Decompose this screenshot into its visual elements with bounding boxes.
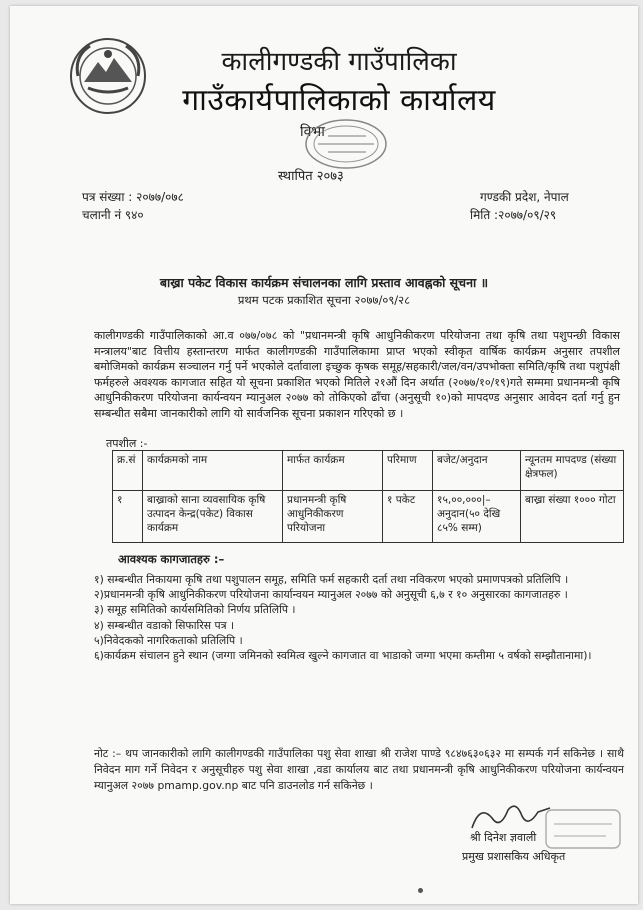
letter-number: पत्र संख्या : २०७७/०७८ [82, 190, 184, 204]
contact-note: नोट :– थप जानकारीको लागि कालीगण्डकी गाउँपालिका पशु सेवा शाखा श्री राजेश पाण्डे ९८४७६३०६३२ मा सम्पर्क गर्न सकिनेछ । साथै निवेदन माग गर्ने निवेदन र अनुसूचीहरु पशु सेवा शाखा ,वडा कार्यालय बाट तथा प्रधानमन्त्री कृषि आधुनिकीकरण परियोजना कार्यन्वयन म्यानुअल २०७७ pmamp.gov.np बाट पनि डाउनलोड गर्न सकिनेछ । [94, 747, 624, 792]
column-header: मार्फत कार्यक्रम [283, 451, 383, 491]
table-row [113, 491, 624, 543]
signatory-title: प्रमुख प्रशासकिय अधिकृत [462, 850, 566, 863]
column-header: क्र.सं [113, 451, 143, 491]
list-item: २)प्रधानमन्त्री कृषि आधुनिकीकरण परियोजना कार्यान्वयन म्यानुअल २०७७ को अनुसूची ६,७ र १० अनुसारका कागजातहरु । [94, 588, 568, 602]
list-item: ३) समूह समितिको कार्यसमितिको निर्णय प्रतिलिपि । [94, 603, 296, 617]
list-item: १) सम्बन्धीत निकायमा कृषि तथा पशुपालन समूह, समिति फर्म सहकारी दर्ता तथा नविकरण भएको प्रमाणपत्रको प्रतिलिपि । [94, 573, 569, 586]
table-cell: बाख्राको साना व्यवसायिक कृषि उत्पादन केन्द्र(पकेट) विकास कार्यक्रम [143, 491, 283, 543]
column-header: कार्यक्रमको नाम [143, 451, 283, 491]
notice-date: मिति :२०७७/०९/२९ [470, 208, 557, 222]
branch-label: विभा [300, 124, 325, 140]
table-cell: १ पकेट [383, 491, 433, 543]
notice-title: बाख्रा पकेट विकास कार्यक्रम संचालनका लागि प्रस्ताव आवह्नको सूचना ॥ [159, 275, 489, 290]
column-header: न्यूनतम मापदण्ड (संख्या क्षेत्रफल) [521, 451, 624, 491]
list-item: ६)कार्यक्रम संचालन हुने स्थान (जग्गा जमिनको स्वमित्व खुल्ने कागजात वा भाडाको जग्गा भएमा कम्तीमा ५ वर्षको सम्झौतानामा)। [94, 649, 592, 663]
details-label: तपशील :- [106, 437, 148, 450]
notice-page [10, 6, 638, 904]
dispatch-number: चलानी नं ९४० [82, 208, 144, 222]
requirements-title: आवश्यक कागजातहरु :– [118, 552, 225, 566]
province-label: गण्डकी प्रदेश, नेपाल [480, 190, 569, 204]
table-cell: प्रधानमन्त्री कृषि आधुनिकीकरण परियोजना [283, 491, 383, 543]
established-year: स्थापित २०७३ [278, 169, 344, 184]
column-header: परिमाण [383, 451, 433, 491]
notice-body: कालीगण्डकी गाउँपालिकाको आ.व ०७७/०७८ को "प्रधानमन्त्री कृषि आधुनिकीकरण परियोजना तथा कृषि तथा पशुपन्छी विकास मन्त्रालय"बाट वित्तीय हस्तान्तरण मार्फत कालीगण्डकी गाउँपालिकामा प्राप्त भएको स्वीकृत वार्षिक कार्यक्रम अनुसार तपशील बमोजिमको कार्यक्रम सञ्चालन गर्नु पर्ने भएकोले दर्तावाला इच्छुक कृषक समूह/सहकारी/जल/वन/उपभोक्ता समिति/कृषि तथा पशुपंक्षी फर्महरुले अवश्यक कागजात सहित यो सूचना प्रकाशित भएको मितिले २१औं दिन अर्थात (२०७७/१०/१९)गते सम्ममा प्रधानमन्त्री कृषि आधुनिकीकरण परियोजना कार्यन्वयन म्यानुअल २०७७ को तोकिएको ढाँचा (अनुसूची १०)को मापदण्ड अनुसार आवेदन दर्ता गर्नु हुन सम्बन्धीत सबैमा जानकारीको लागि यो सार्वजनिक सूचना प्रकाशन गरिएको छ । [94, 329, 620, 420]
list-item: ५)निवेदकको नागरिकताको प्रतिलिपि । [94, 633, 243, 647]
table-cell: १ [113, 491, 143, 543]
column-header: बजेट/अनुदान [433, 451, 521, 491]
signatory-name: श्री दिनेश ज्ञवाली [470, 831, 537, 844]
ink-dot [418, 888, 423, 893]
notice-subtitle: प्रथम पटक प्रकाशित सूचना २०७७/०९/२८ [237, 293, 411, 307]
program-table [112, 450, 624, 543]
requirements-list [94, 572, 622, 663]
office-name: गाउँकार्यपालिकाको कार्यालय [182, 83, 496, 118]
table-cell: १५,००,०००|– अनुदान(५० देखि ८५% सम्म) [433, 491, 521, 543]
officer-seal-icon [542, 804, 624, 854]
table-header-row [113, 451, 624, 491]
list-item: ४) सम्बन्धीत वडाको सिफारिस पत्र । [94, 618, 235, 632]
municipality-name: कालीगण्डकी गाउँपालिका [221, 47, 457, 77]
table-cell: बाख्रा संख्या १००० गोटा [521, 491, 624, 543]
